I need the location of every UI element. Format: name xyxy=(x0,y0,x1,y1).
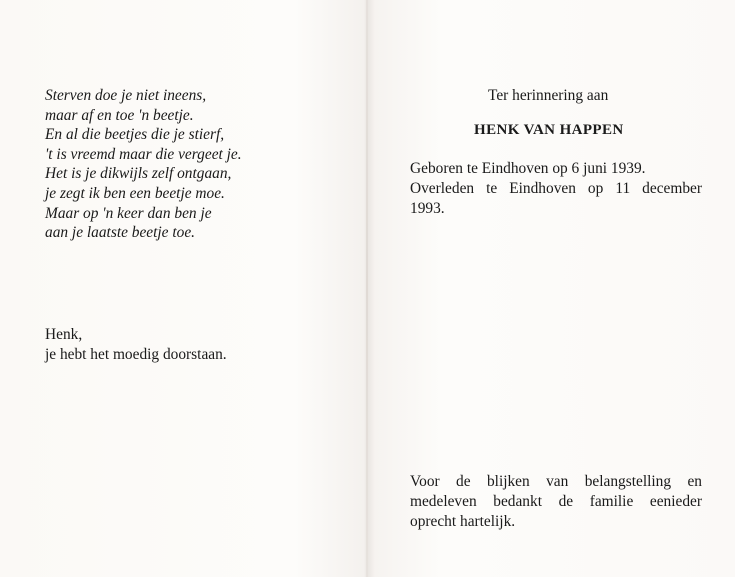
right-page xyxy=(368,0,735,577)
thanks-note xyxy=(410,472,702,532)
deceased-name: HENK VAN HAPPEN xyxy=(474,122,624,138)
thanks-line: oprecht hartelijk. xyxy=(410,513,516,530)
poem-line: je zegt ik ben een beetje moe. xyxy=(45,184,225,202)
poem-line: Het is je dikwijls zelf ontgaan, xyxy=(45,165,232,183)
birth-line: Geboren te Eindhoven op 6 juni 1939. xyxy=(410,160,646,177)
poem-line: aan je laatste beetje toe. xyxy=(45,224,196,242)
poem-line: maar af en toe 'n beetje. xyxy=(45,106,194,124)
poem-line: En al die beetjes die je stierf, xyxy=(45,126,225,144)
left-page xyxy=(0,0,366,577)
memory-heading: Ter herinnering aan xyxy=(488,87,609,104)
poem-line: Sterven doe je niet ineens, xyxy=(45,87,207,104)
life-dates xyxy=(410,159,702,219)
dedication-line: Henk, xyxy=(45,326,83,343)
poem xyxy=(45,86,242,243)
dedication-line: je hebt het moedig doorstaan. xyxy=(45,345,227,363)
thanks-line: Voor de blijken van belangstelling en xyxy=(410,473,702,490)
poem-line: Maar op 'n keer dan ben je xyxy=(45,204,212,222)
poem-line: 't is vreemd maar die vergeet je. xyxy=(45,145,242,163)
death-line: Overleden te Eindhoven op 11 december xyxy=(410,180,702,197)
dedication xyxy=(45,325,227,364)
thanks-line: medeleven bedankt de familie eenieder xyxy=(410,493,702,510)
death-year-line: 1993. xyxy=(410,200,445,217)
